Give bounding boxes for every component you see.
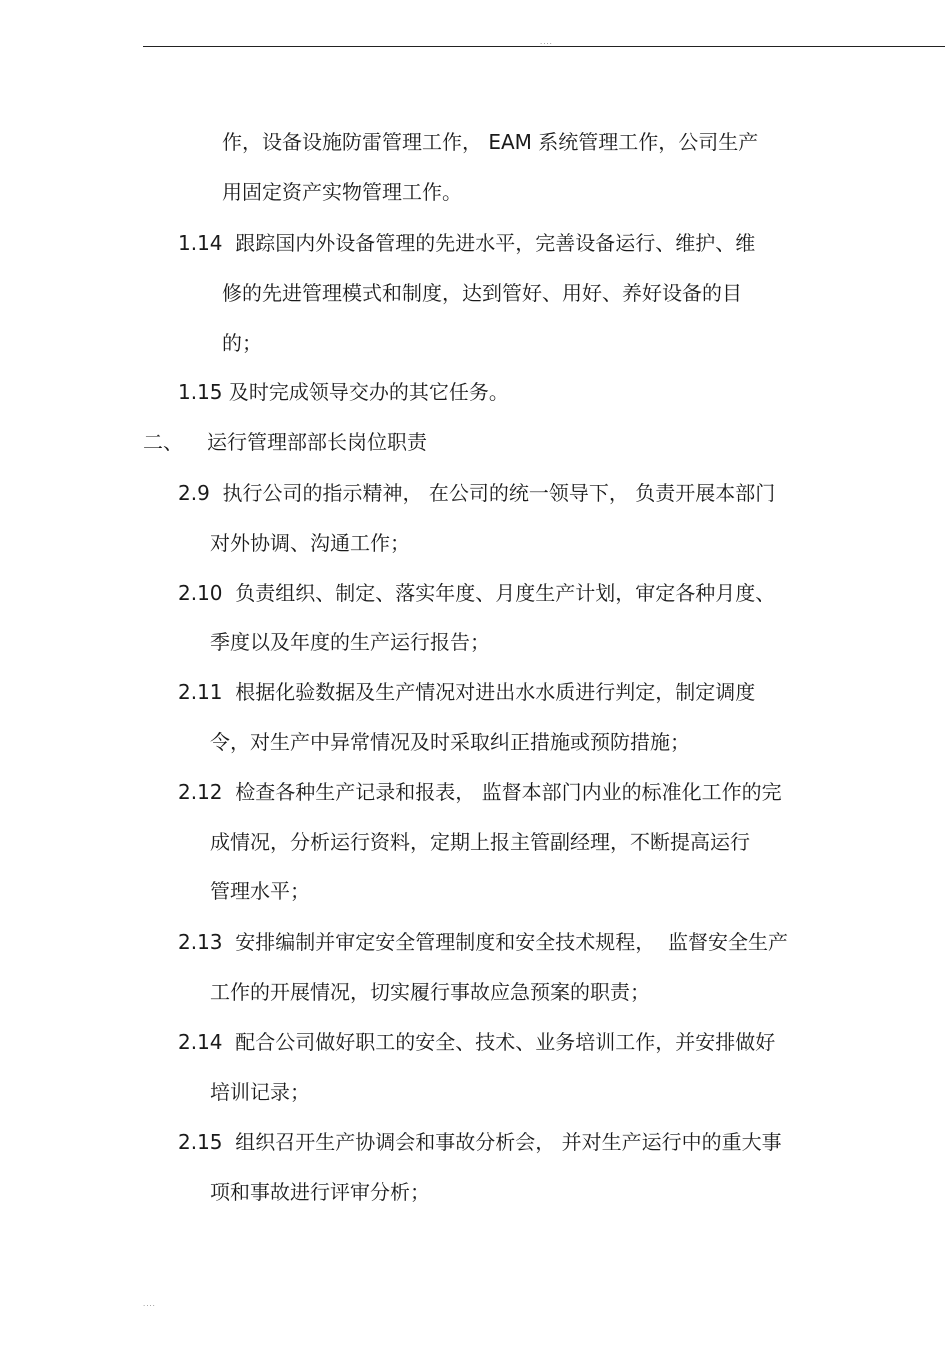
text-line: 2.9 执行公司的指示精神， 在公司的统一领导下， 负责开展本部门 bbox=[178, 481, 776, 505]
section-number: 二、 bbox=[143, 430, 183, 454]
text-line: 对外协调、沟通工作； bbox=[210, 531, 410, 555]
text-line: 用固定资产实物管理工作。 bbox=[222, 180, 462, 204]
section-title: 运行管理部部长岗位职责 bbox=[207, 430, 427, 454]
text-line: 作，设备设施防雷管理工作， EAM 系统管理工作，公司生产 bbox=[222, 130, 759, 154]
text-line: 修的先进管理模式和制度，达到管好、用好、养好设备的目 bbox=[222, 281, 742, 305]
text-line: 工作的开展情况，切实履行事故应急预案的职责； bbox=[210, 980, 650, 1004]
text-line: 令，对生产中异常情况及时采取纠正措施或预防措施； bbox=[210, 730, 690, 754]
text-line: 2.12 检查各种生产记录和报表， 监督本部门内业的标准化工作的完 bbox=[178, 780, 782, 804]
text-line: 1.15 及时完成领导交办的其它任务。 bbox=[178, 380, 509, 404]
text-line: 培训记录； bbox=[210, 1080, 310, 1104]
text-line: 2.14 配合公司做好职工的安全、技术、业务培训工作，并安排做好 bbox=[178, 1030, 776, 1054]
text-line: 成情况，分析运行资料，定期上报主管副经理，不断提高运行 bbox=[210, 830, 750, 854]
text-line: 管理水平； bbox=[210, 879, 310, 903]
footer-mark: .... bbox=[143, 1300, 156, 1308]
text-line: 项和事故进行评审分析； bbox=[210, 1180, 430, 1204]
text-line: 2.15 组织召开生产协调会和事故分析会， 并对生产运行中的重大事 bbox=[178, 1130, 782, 1154]
text-line: 1.14 跟踪国内外设备管理的先进水平，完善设备运行、维护、维 bbox=[178, 231, 756, 255]
text-line: 季度以及年度的生产运行报告； bbox=[210, 630, 490, 654]
header-rule bbox=[143, 46, 945, 47]
text-line: 的； bbox=[222, 331, 262, 355]
text-line: 2.11 根据化验数据及生产情况对进出水水质进行判定，制定调度 bbox=[178, 680, 756, 704]
header-mark: .... bbox=[540, 38, 553, 46]
text-line: 2.13 安排编制并审定安全管理制度和安全技术规程， 监督安全生产 bbox=[178, 930, 788, 954]
text-line: 2.10 负责组织、制定、落实年度、月度生产计划，审定各种月度、 bbox=[178, 581, 776, 605]
